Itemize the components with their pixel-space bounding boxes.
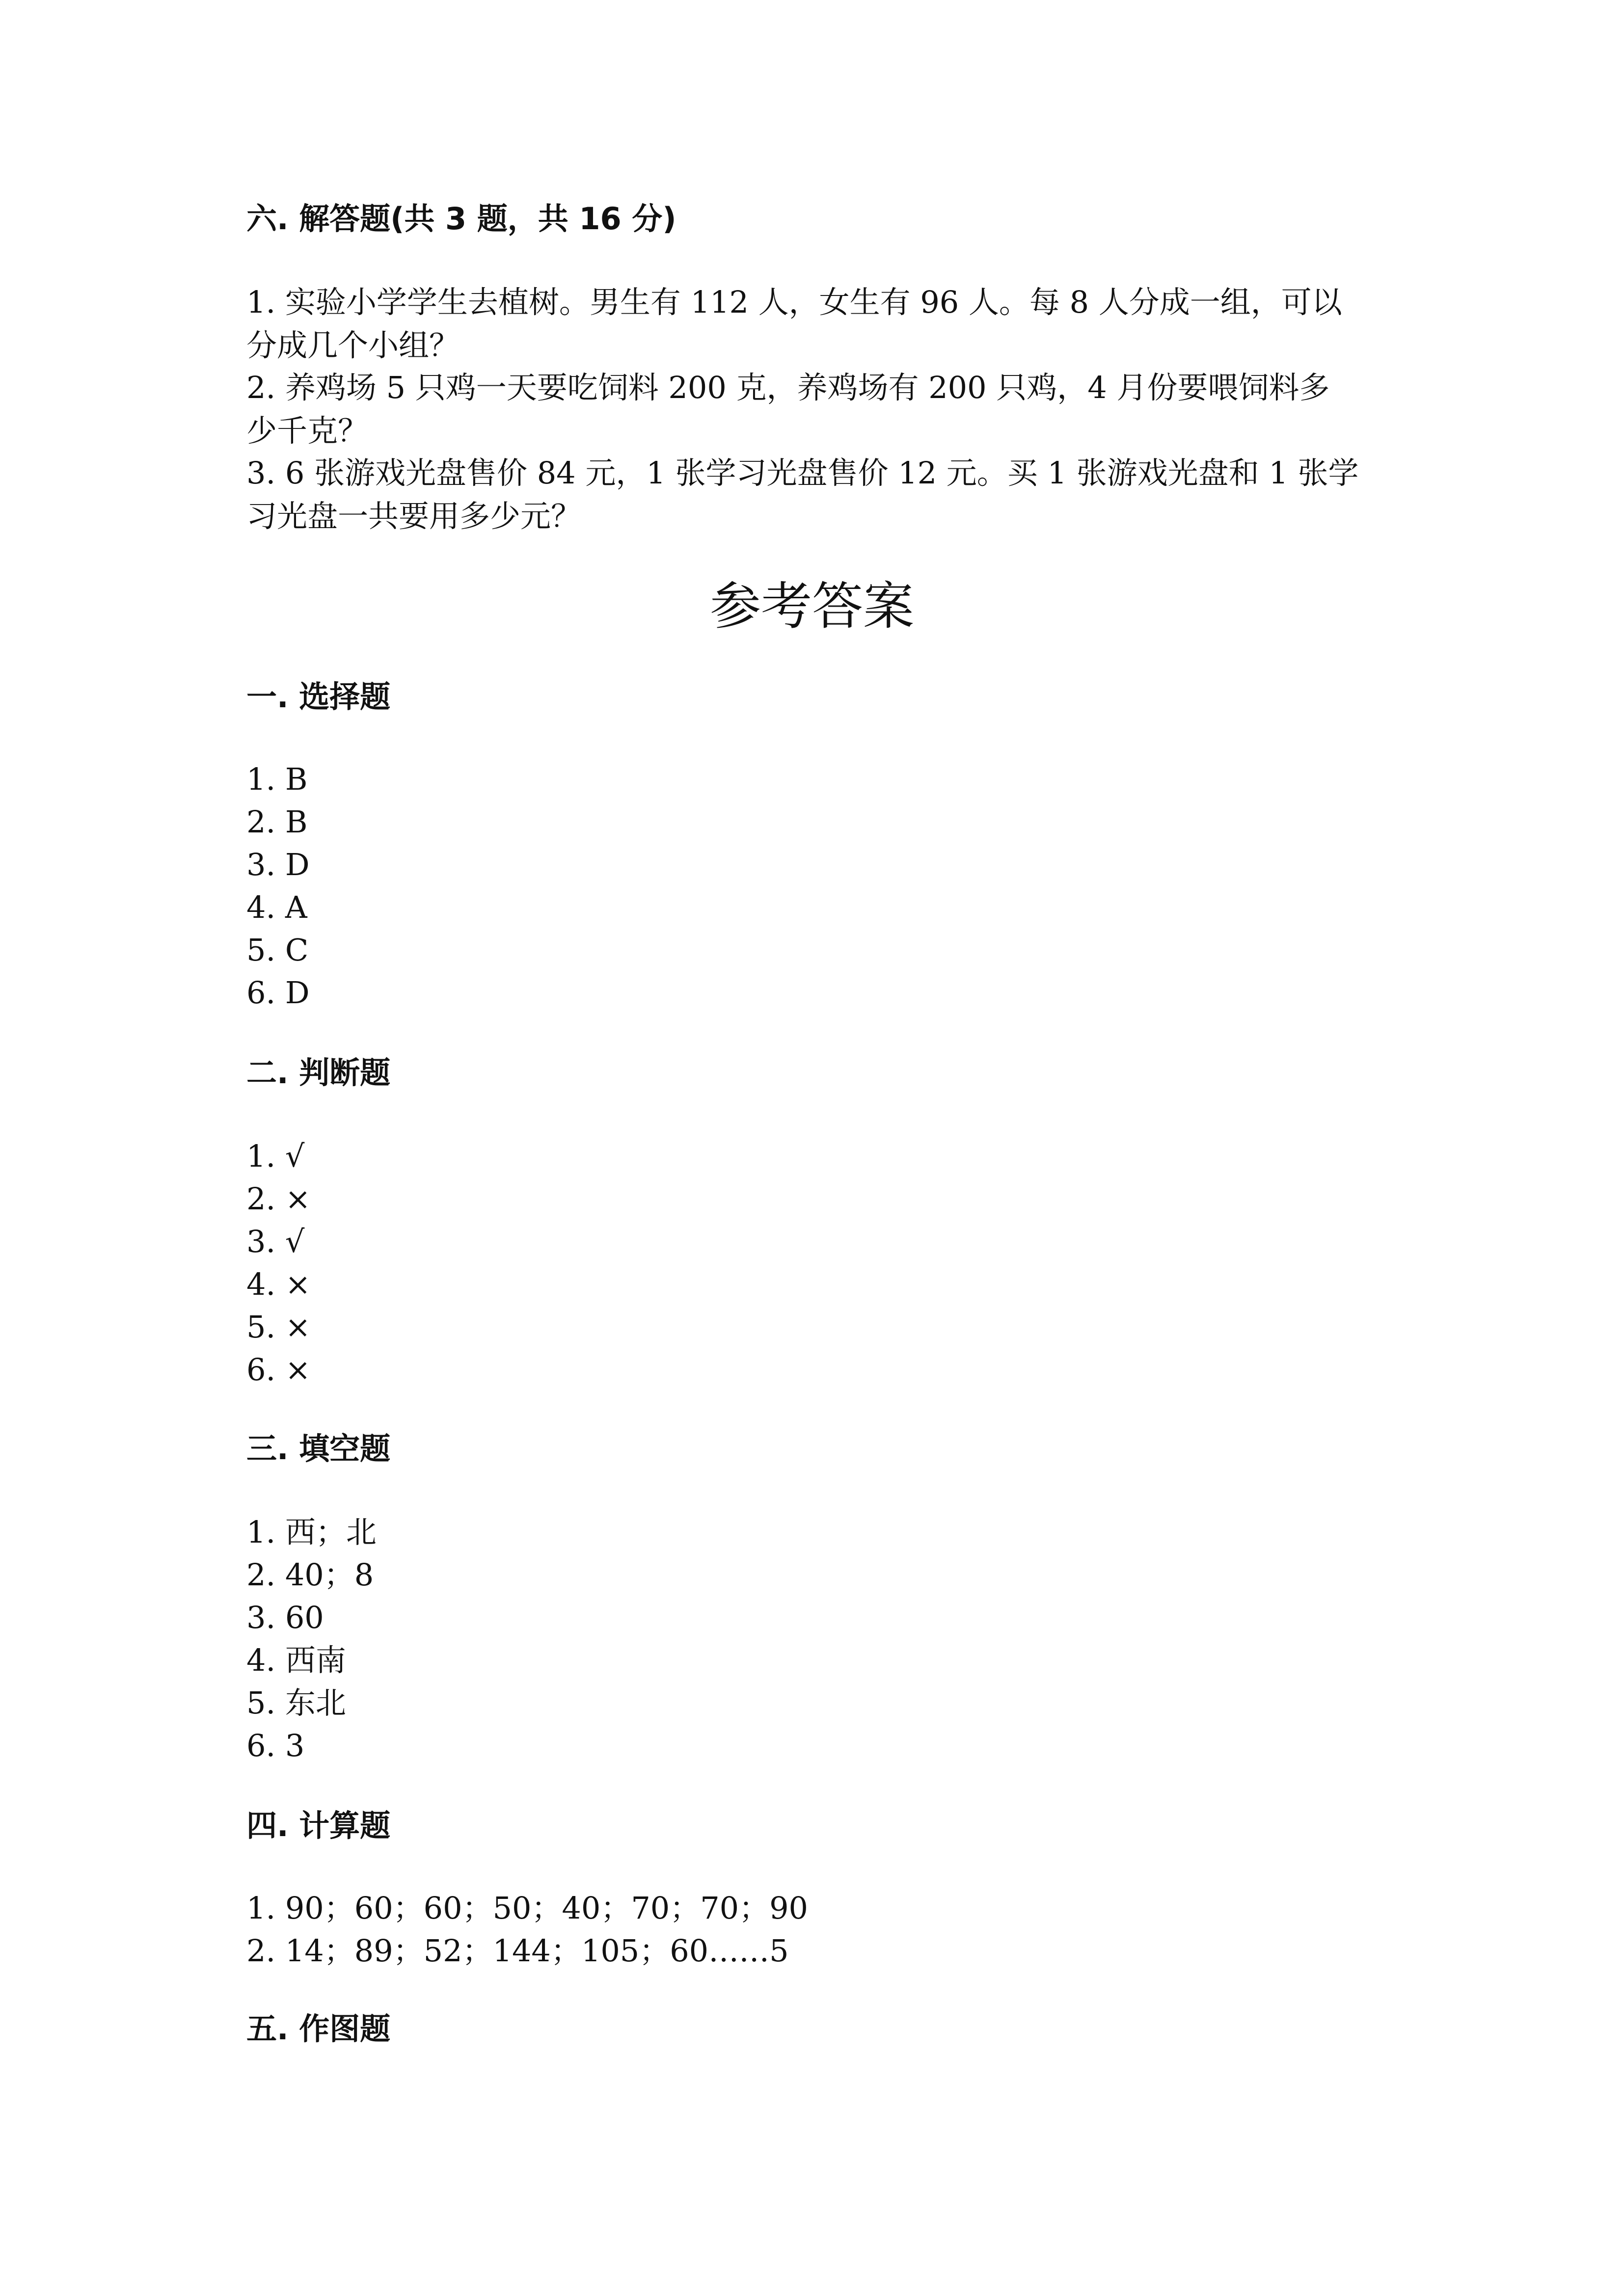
answer-item: 5. 东北: [246, 1685, 346, 1721]
answers-section-3-heading: 三. 填空题: [246, 1431, 391, 1467]
answer-item: 5. ×: [246, 1309, 311, 1345]
answer-item: 1. B: [246, 761, 308, 797]
answer-item: 3. √: [246, 1224, 305, 1259]
question-2-line-1: 2. 养鸡场 5 只鸡一天要吃饲料 200 克，养鸡场有 200 只鸡，4 月份要喂饲料多: [246, 370, 1330, 405]
answer-item: 4. A: [246, 889, 307, 925]
answer-item: 3. D: [246, 847, 310, 882]
answer-item: 6. ×: [246, 1352, 311, 1388]
answer-item: 3. 60: [246, 1600, 324, 1635]
answer-item: 1. √: [246, 1138, 305, 1174]
answer-key-title: 参考答案: [709, 576, 914, 636]
answer-item: 2. ×: [246, 1181, 311, 1217]
answers-section-1-heading: 一. 选择题: [246, 679, 391, 715]
question-2-line-2: 少千克？: [246, 413, 369, 449]
section-6-heading: 六. 解答题(共 3 题，共 16 分): [246, 201, 677, 237]
answers-section-1-list: [246, 758, 310, 1014]
answer-item: 2. 14；89；52；144；105；60……5: [246, 1933, 789, 1969]
answer-item: 5. C: [246, 932, 309, 968]
question-1-line-2: 分成几个小组？: [246, 327, 460, 363]
answer-item: 6. D: [246, 975, 310, 1011]
answer-item: 2. 40；8: [246, 1557, 374, 1593]
answers-section-3-list: [246, 1511, 377, 1767]
answers-section-2-heading: 二. 判断题: [246, 1055, 391, 1091]
answer-item: 6. 3: [246, 1728, 305, 1763]
question-3-line-1: 3. 6 张游戏光盘售价 84 元，1 张学习光盘售价 12 元。买 1 张游戏光盘和 1 张学: [246, 455, 1359, 491]
answers-section-4-list: [246, 1887, 808, 1972]
answers-section-2-list: [246, 1135, 311, 1391]
answer-item: 4. ×: [246, 1266, 311, 1302]
answers-section-5-heading: 五. 作图题: [246, 2011, 391, 2047]
answer-item: 4. 西南: [246, 1642, 346, 1678]
question-3-line-2: 习光盘一共要用多少元？: [246, 498, 582, 534]
answer-item: 1. 90；60；60；50；40；70；70；90: [246, 1890, 809, 1926]
answer-item: 2. B: [246, 804, 308, 840]
answers-section-4-heading: 四. 计算题: [246, 1808, 391, 1843]
answer-item: 1. 西；北: [246, 1514, 377, 1550]
question-1-line-1: 1. 实验小学学生去植树。男生有 112 人，女生有 96 人。每 8 人分成一组，可以: [246, 284, 1342, 320]
